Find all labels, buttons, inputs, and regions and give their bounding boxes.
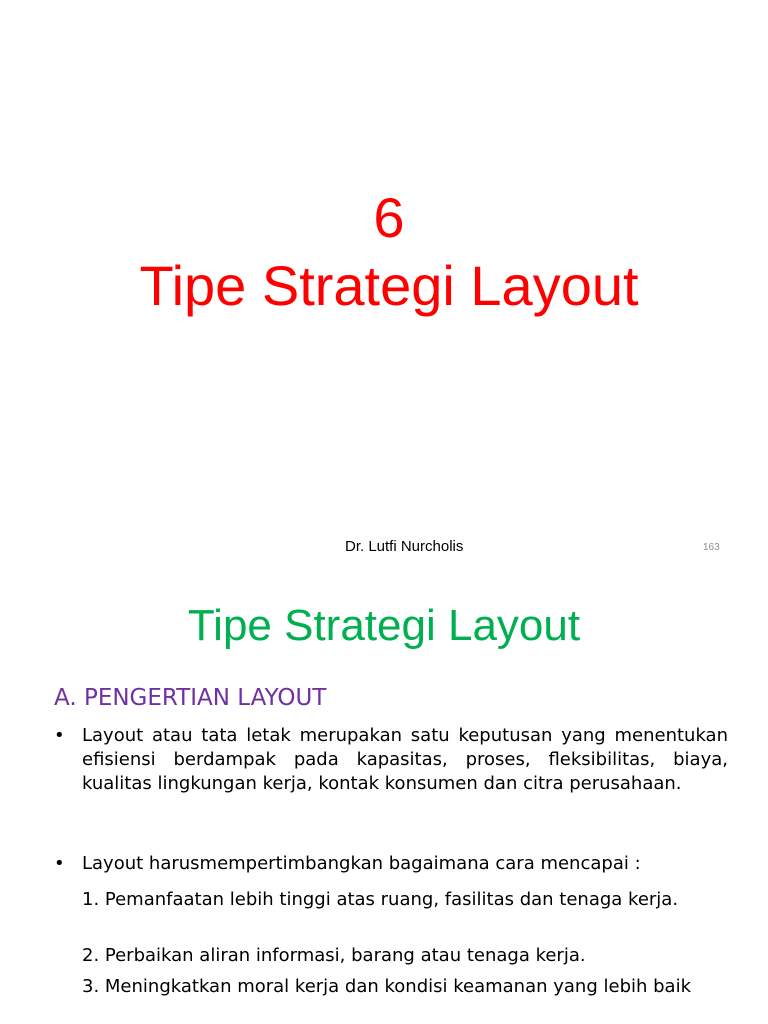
title-text: Tipe Strategi Layout	[139, 254, 639, 317]
bullet-item	[54, 724, 728, 796]
bullet-marker: •	[54, 853, 65, 874]
bullet-item	[54, 852, 728, 876]
section-heading: A. PENGERTIAN LAYOUT	[54, 685, 327, 711]
author-name: Dr. Lutfi Nurcholis	[345, 538, 464, 555]
bullet-text: Layout harusmempertimbangkan bagaimana cara mencapai :	[82, 853, 641, 874]
sub-list-item: 3. Meningkatkan moral kerja dan kondisi keamanan yang lebih baik	[82, 976, 692, 997]
bullet-text: Layout atau tata letak merupakan satu keputusan yang menentukan efisiensi berdampak pada kapasitas, proses, fleksibilitas, biaya, kualitas lingkungan kerja, kontak konsumen dan citra perusahaan.	[82, 725, 728, 794]
sub-list-item: 1. Pemanfaatan lebih tinggi atas ruang, fasilitas dan tenaga kerja.	[82, 889, 679, 910]
slide-title	[0, 184, 768, 320]
content-slide	[0, 576, 768, 1024]
sub-list-item: 2. Perbaikan aliran informasi, barang atau tenaga kerja.	[82, 945, 586, 966]
title-number: 6	[373, 186, 405, 249]
content-slide-title: Tipe Strategi Layout	[187, 601, 581, 650]
bullet-marker: •	[54, 725, 65, 746]
page-number: 163	[703, 542, 720, 553]
